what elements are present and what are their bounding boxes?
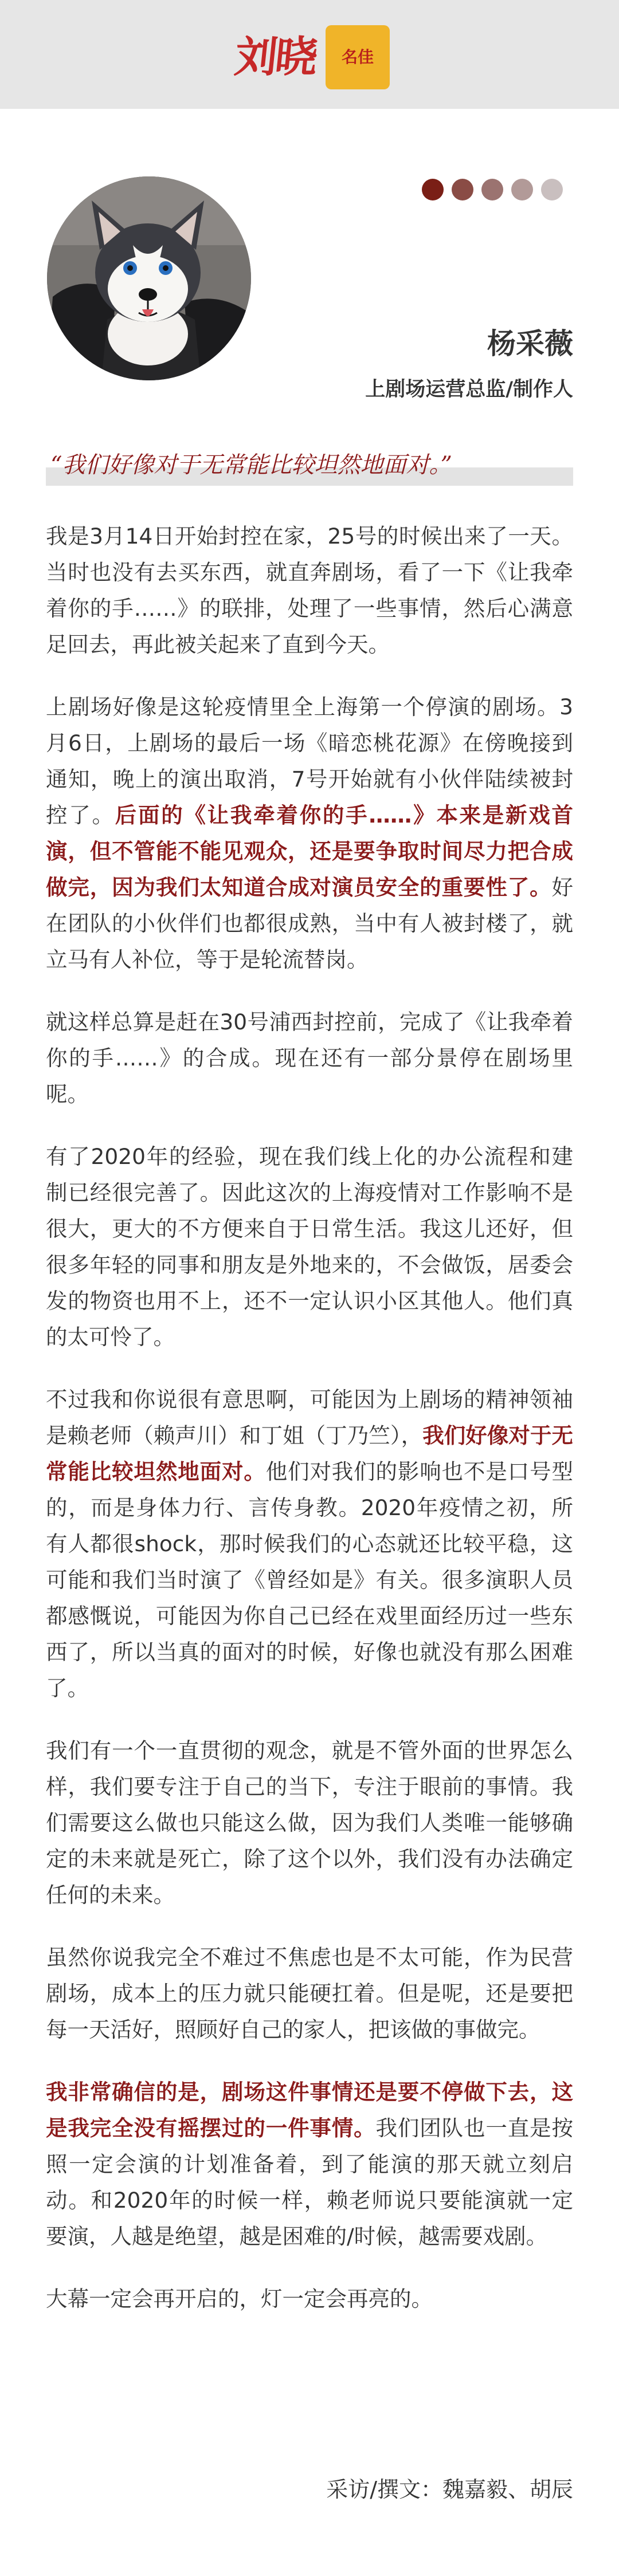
paragraph-5-highlight: 我们好像对于无常能比较坦然地面对。 bbox=[46, 1423, 573, 1484]
brand-badge-logo bbox=[326, 25, 390, 89]
brand-badge-text: 名佳 bbox=[341, 47, 374, 66]
paragraph-8-text-b: 我们团队也一直是按照一定会演的计划准备着，到了能演的那天就立刻启动。和2020年的时候一样，赖老师说只要能演就一定要演，人越是绝望，越是困难的/时候，越需要戏剧。 bbox=[46, 2115, 574, 2249]
decorative-dots bbox=[422, 179, 563, 200]
article-body bbox=[46, 518, 573, 2343]
dot-3 bbox=[481, 179, 503, 200]
brand-logo-text: 刘晓 bbox=[232, 33, 318, 82]
paragraph-5-text-a: 不过我和你说很有意思啊，可能因为上剧场的精神领袖是赖老师（赖声川）和丁姐（丁乃竺）， bbox=[46, 1387, 573, 1448]
dot-5 bbox=[541, 179, 563, 200]
header-bar bbox=[0, 0, 619, 109]
paragraph-4: 有了2020年的经验，现在我们线上化的办公流程和建制已经很完善了。因此这次的上海疫情对工作影响不是很大，更大的不方便来自于日常生活。我这儿还好，但很多年轻的同事和朋友是外地来的，不会做饭，居委会发的物资也用不上，还不一定认识小区其他人。他们真的太可怜了。 bbox=[46, 1144, 573, 1350]
paragraph-2-text-a: 上剧场好像是这轮疫情里全上海第一个停演的剧场。3月6日，上剧场的最后一场《暗恋桃花源》在傍晚接到通知，晚上的演出取消，7号开始就有小伙伴陆续被封控了。 bbox=[46, 694, 573, 828]
paragraph-6: 我们有一个一直贯彻的观念，就是不管外面的世界怎么样，我们要专注于自己的当下，专注于眼前的事情。我们需要这么做也只能这么做，因为我们人类唯一能够确定的未来就是死亡，除了这个以外，我们没有办法确定任何的未来。 bbox=[46, 1738, 573, 1908]
person-name: 杨采薇 bbox=[487, 327, 573, 360]
paragraph-7: 虽然你说我完全不难过不焦虑也是不太可能，作为民营剧场，成本上的压力就只能硬扛着。但是呢，还是要把每一天活好，照顾好自己的家人，把该做的事做完。 bbox=[46, 1945, 573, 2042]
paragraph-5-text-c: 他们对我们的影响也不是口号型的，而是身体力行、言传身教。2020年疫情之初，所有人都很shock，那时候我们的心态就还比较平稳，这可能和我们当时演了《曾经如是》有关。很多演职人员都感慨说，可能因为你自己已经在戏里面经历过一些东西了，所以当真的面对的时候，好像也就没有那么困难了。 bbox=[46, 1459, 574, 1701]
brand-logos bbox=[232, 25, 390, 89]
avatar bbox=[47, 176, 251, 380]
paragraph-8-highlight: 我非常确信的是，剧场这件事情还是要不停做下去，这是我完全没有摇摆过的一件事情。 bbox=[46, 2079, 573, 2141]
dot-4 bbox=[511, 179, 533, 200]
paragraph-5 bbox=[46, 1382, 573, 1706]
paragraph-9: 大幕一定会再开启的，灯一定会再亮的。 bbox=[46, 2286, 433, 2311]
pull-quote: “我们好像对于无常能比较坦然地面对。” bbox=[50, 452, 452, 478]
person-title: 上剧场运营总监/制作人 bbox=[365, 377, 573, 401]
paragraph-8 bbox=[46, 2074, 573, 2255]
paragraph-3: 就这样总算是赶在30号浦西封控前，完成了《让我牵着你的手……》的合成。现在还有一部分景停在剧场里呢。 bbox=[46, 1009, 573, 1107]
author-credit: 采访/撰文：魏嘉毅、胡辰 bbox=[326, 2477, 573, 2502]
paragraph-1: 我是3月14日开始封控在家，25号的时候出来了一天。当时也没有去买东西，就直奔剧场，看了一下《让我牵着你的手……》的联排，处理了一些事情，然后心满意足回去，再此被关起来了直到今天。 bbox=[46, 524, 573, 657]
paragraph-2 bbox=[46, 689, 573, 978]
paragraph-2-highlight: 后面的《让我牵着你的手……》本来是新戏首演，但不管能不能见观众，还是要争取时间尽力把合成做完，因为我们太知道合成对演员安全的重要性了。 bbox=[46, 803, 574, 900]
husky-plush-photo-icon bbox=[47, 176, 251, 380]
dot-1 bbox=[422, 179, 444, 200]
dot-2 bbox=[452, 179, 473, 200]
paragraph-2-text-c: 好在团队的小伙伴们也都很成熟，当中有人被封楼了，就立马有人补位，等于是轮流替岗。 bbox=[46, 875, 573, 972]
